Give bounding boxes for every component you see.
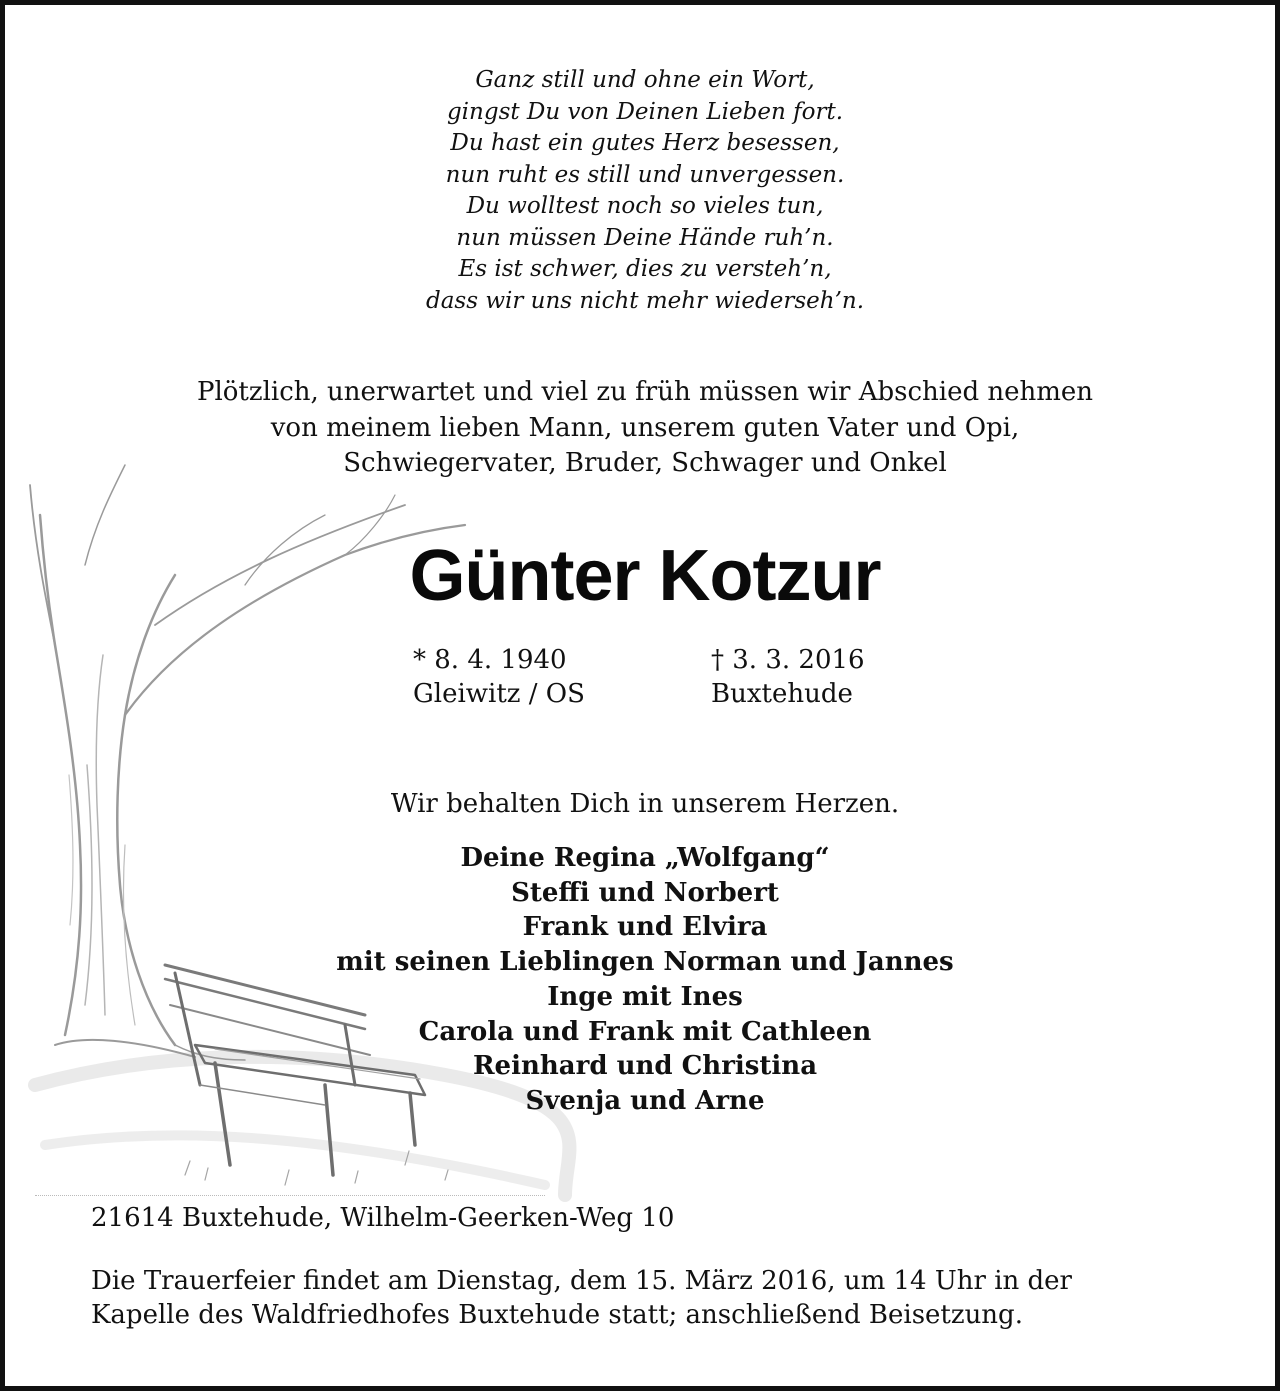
mourner: mit seinen Lieblingen Norman und Jannes xyxy=(336,947,954,978)
poem-line: nun ruht es still und unvergessen. xyxy=(445,161,845,188)
poem-line: gingst Du von Deinen Lieben fort. xyxy=(446,98,844,125)
death-place: Buxtehude xyxy=(711,679,853,709)
announcement-line: Schwiegervater, Bruder, Schwager und Onkel xyxy=(343,448,947,478)
poem-line: Ganz still und ohne ein Wort, xyxy=(475,67,815,93)
mourner: Inge mit Ines xyxy=(547,981,743,1012)
announcement-text xyxy=(95,375,1195,482)
announcement-line: von meinem lieben Mann, unserem guten Vater und Opi, xyxy=(270,412,1020,443)
ceremony-line: Kapelle des Waldfriedhofes Buxtehude statt; anschließend Beisetzung. xyxy=(91,1300,1023,1330)
poem xyxy=(245,65,1045,317)
ceremony-info xyxy=(91,1264,1211,1332)
ceremony-line: Die Trauerfeier findet am Dienstag, dem 15. März 2016, um 14 Uhr in der xyxy=(91,1266,1072,1296)
mourners-list xyxy=(245,841,1045,1119)
birth-date: * 8. 4. 1940 xyxy=(413,645,567,675)
poem-line: Du wolltest noch so vieles tun, xyxy=(466,193,824,219)
mourner: Svenja und Arne xyxy=(525,1085,765,1116)
poem-line: dass wir uns nicht mehr wiederseh’n. xyxy=(425,287,865,314)
poem-line: Du hast ein gutes Herz besessen, xyxy=(450,130,840,156)
mourner: Carola und Frank mit Cathleen xyxy=(418,1016,872,1047)
deceased-name: Günter Kotzur xyxy=(409,536,881,616)
poem-line: nun müssen Deine Hände ruh’n. xyxy=(456,224,834,251)
death-date: † 3. 3. 2016 xyxy=(711,645,865,675)
mourner: Deine Regina „Wolfgang“ xyxy=(460,843,830,873)
mourner: Frank und Elvira xyxy=(522,912,768,943)
poem-line: Es ist schwer, dies zu versteh’n, xyxy=(458,256,832,282)
mourner: Steffi und Norbert xyxy=(511,877,779,908)
address: 21614 Buxtehude, Wilhelm-Geerken-Weg 10 xyxy=(91,1203,675,1233)
death-info xyxy=(711,643,865,711)
motto: Wir behalten Dich in unserem Herzen. xyxy=(390,789,900,819)
announcement-line: Plötzlich, unerwartet und viel zu früh müssen wir Abschied nehmen xyxy=(196,377,1094,407)
divider xyxy=(35,1195,545,1196)
birth-info xyxy=(413,643,585,711)
birth-place: Gleiwitz / OS xyxy=(413,679,585,709)
mourner: Reinhard und Christina xyxy=(472,1051,818,1082)
